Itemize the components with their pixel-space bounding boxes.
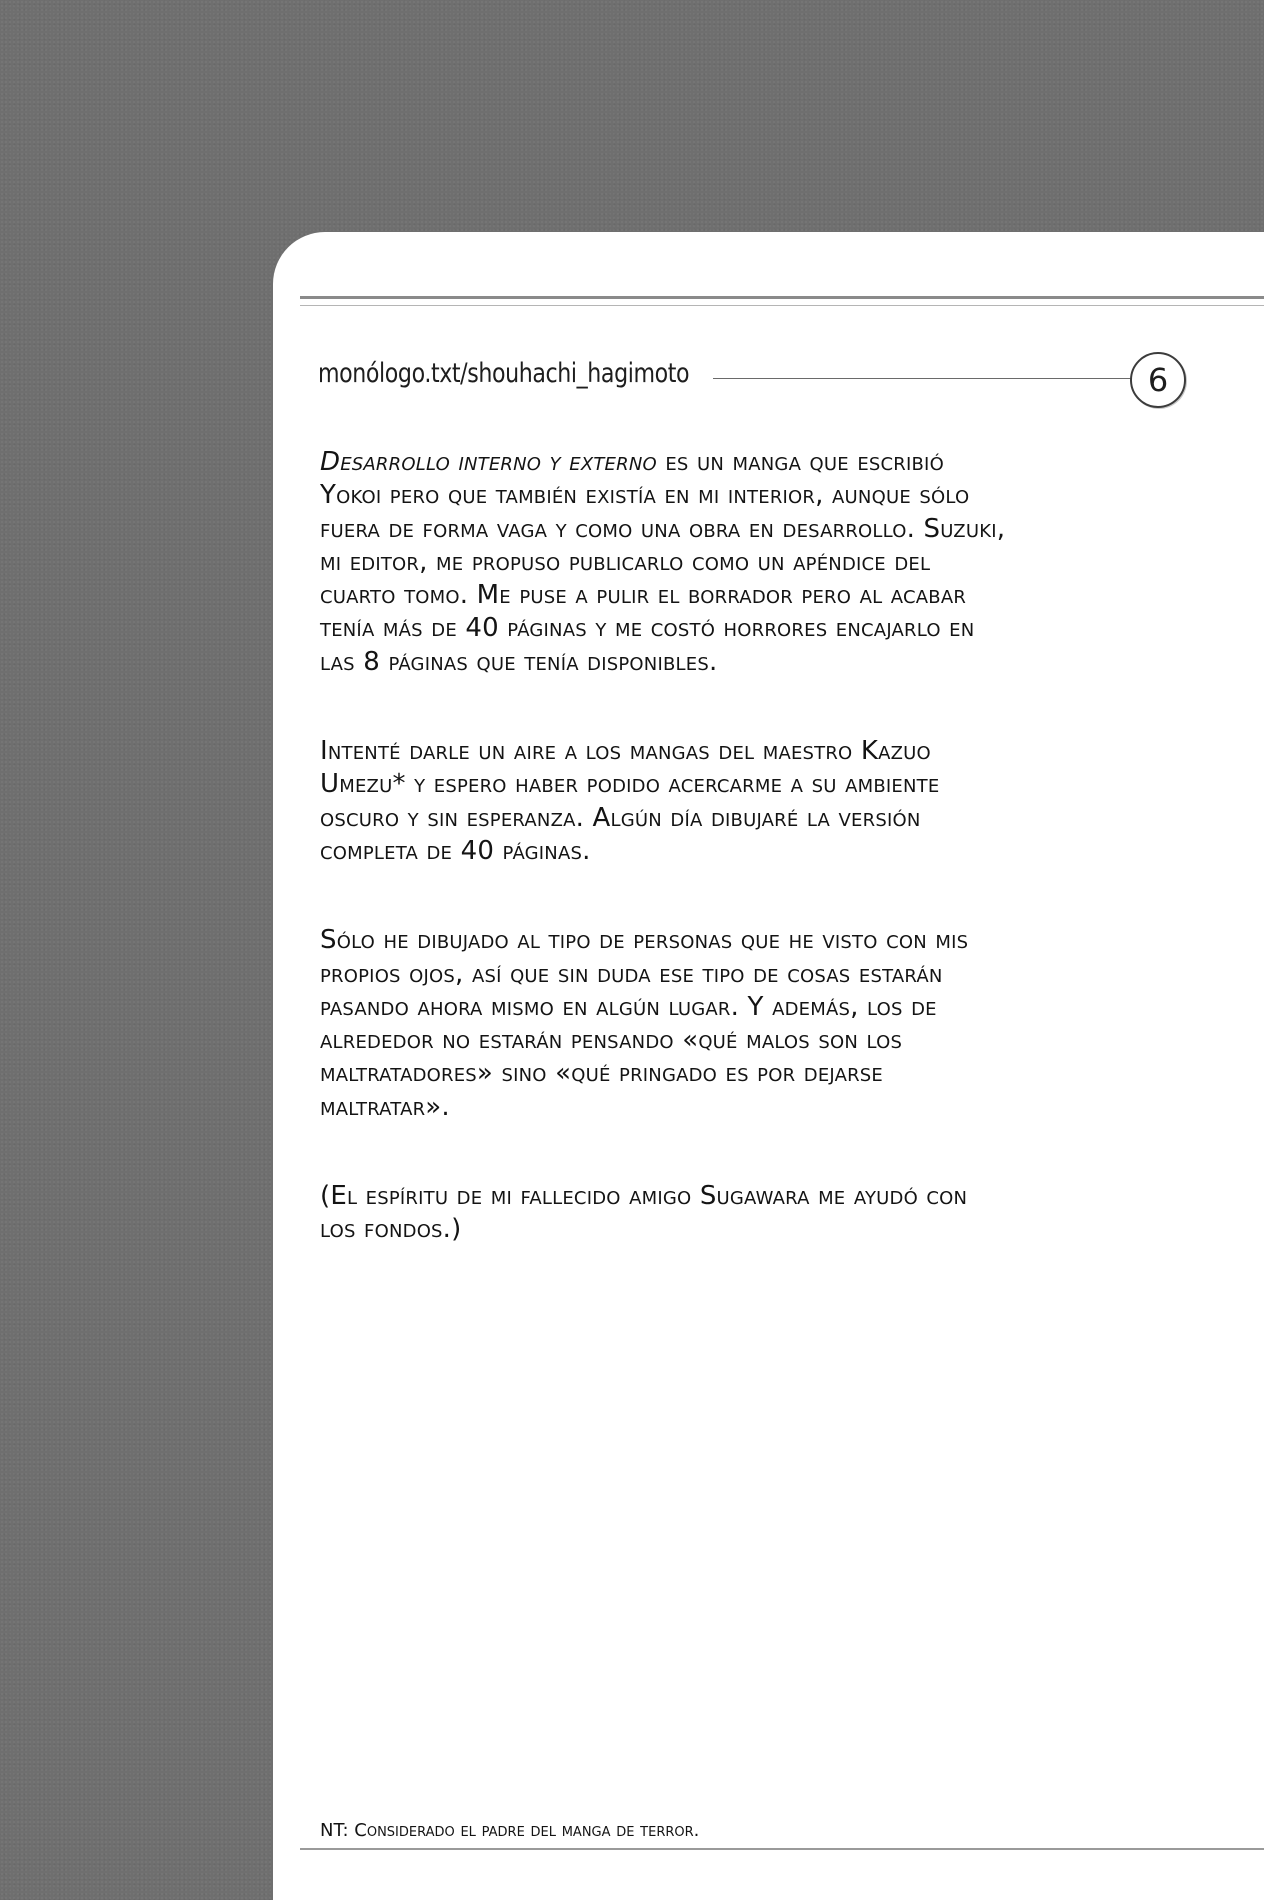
paragraph-line: fuera de forma vaga y como una obra en desarrollo. Suzuki, xyxy=(320,513,1006,544)
paragraph-line: maltratadores» sino «qué pringado es por dejarse xyxy=(320,1058,884,1089)
bottom-divider xyxy=(300,1848,1264,1850)
page-header xyxy=(318,358,1264,418)
header-title: monólogo.txt/shouhachi_hagimoto xyxy=(318,358,690,389)
body-text xyxy=(320,446,1200,1303)
paragraph-line: Intenté darle un aire a los mangas del maestro Kazuo xyxy=(320,736,931,767)
paragraph-line: alrededor no estarán pensando «qué malos son los xyxy=(320,1025,903,1056)
page-number-badge: 6 xyxy=(1130,352,1186,408)
paragraph-line: tenía más de 40 páginas y me costó horrores encajarlo en xyxy=(320,613,975,644)
paragraph-line: cuarto tomo. Me puse a pulir el borrador pero al acabar xyxy=(320,580,967,611)
paragraph-line: (El espíritu de mi fallecido amigo Sugawara me ayudó con xyxy=(320,1181,968,1212)
paragraph-line: Umezu* y espero haber podido acercarme a su ambiente xyxy=(320,769,940,800)
paragraph-line xyxy=(320,446,1200,479)
paragraph-line: oscuro y sin esperanza. Algún día dibujaré la versión xyxy=(320,802,921,833)
paragraph-line: propios ojos, así que sin duda ese tipo de cosas estarán xyxy=(320,958,943,989)
paragraph-line: Sólo he dibujado al tipo de personas que he visto con mis xyxy=(320,925,969,956)
top-divider-thin xyxy=(300,305,1264,306)
paragraph-4 xyxy=(320,1180,1200,1247)
document-page xyxy=(273,232,1264,1900)
translator-footnote: NT: Considerado el padre del manga de terror. xyxy=(320,1820,700,1841)
paragraph-line: los fondos.) xyxy=(320,1214,462,1245)
line-text: es un manga que escribió xyxy=(656,447,944,477)
paragraph-1 xyxy=(320,446,1200,679)
paragraph-line: completa de 40 páginas. xyxy=(320,835,591,866)
paragraph-line: las 8 páginas que tenía disponibles. xyxy=(320,646,718,677)
italic-title: Desarrollo interno y externo xyxy=(320,447,657,477)
paragraph-3 xyxy=(320,924,1200,1124)
paragraph-line: mi editor, me propuso publicarlo como un apéndice del xyxy=(320,546,931,577)
paragraph-line: Yokoi pero que también existía en mi interior, aunque sólo xyxy=(320,480,970,511)
paragraph-line: pasando ahora mismo en algún lugar. Y además, los de xyxy=(320,991,937,1022)
header-rule xyxy=(713,378,1131,379)
paragraph-line: maltratar». xyxy=(320,1091,450,1122)
paragraph-2 xyxy=(320,735,1200,868)
top-divider xyxy=(300,296,1264,299)
